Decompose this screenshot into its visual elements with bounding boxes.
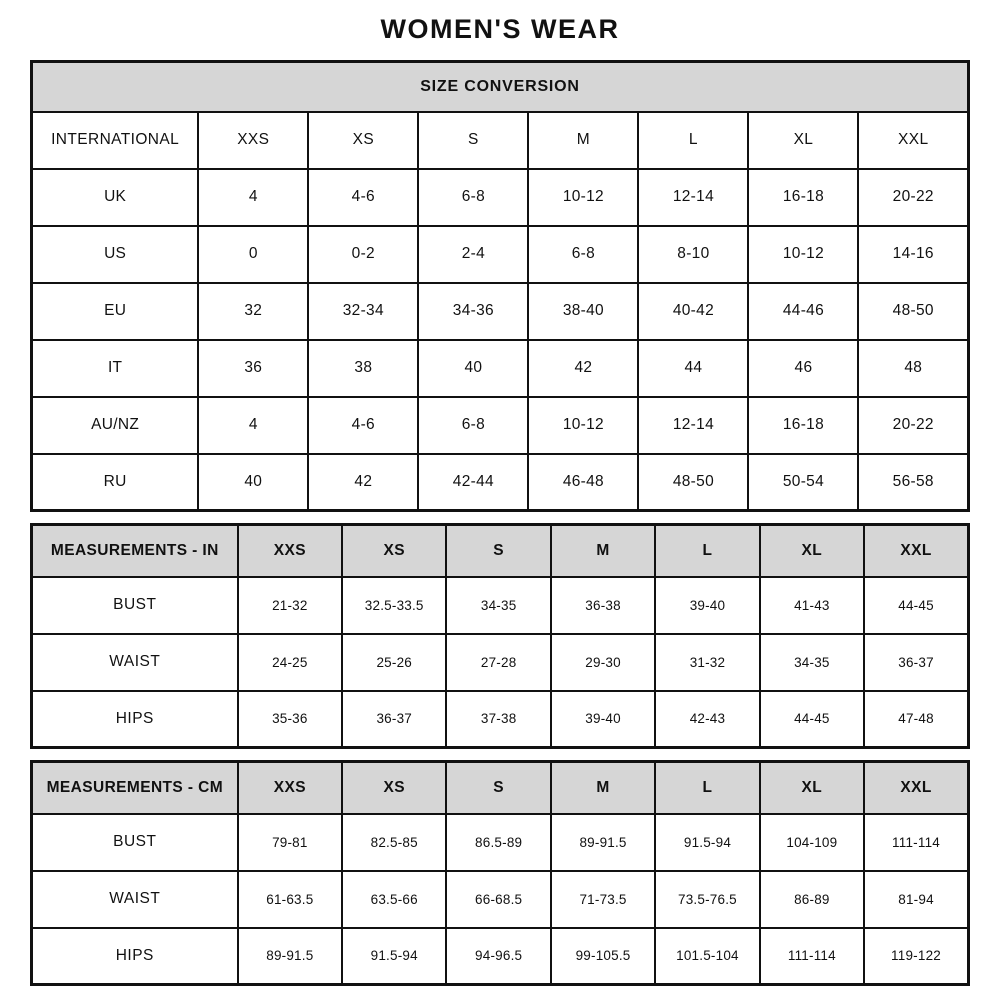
value-cell: 4-6 xyxy=(308,397,418,454)
size-header-row xyxy=(32,112,969,169)
value-cell: 91.5-94 xyxy=(342,928,446,985)
value-cell: 44-46 xyxy=(748,283,858,340)
value-cell: 16-18 xyxy=(748,169,858,226)
value-cell: 21-32 xyxy=(238,577,342,634)
table-row xyxy=(32,871,969,928)
value-cell: 48 xyxy=(858,340,968,397)
value-cell: 16-18 xyxy=(748,397,858,454)
value-cell: 6-8 xyxy=(418,397,528,454)
value-cell: 111-114 xyxy=(760,928,864,985)
table-row xyxy=(32,226,969,283)
table-row xyxy=(32,691,969,748)
value-cell: 34-36 xyxy=(418,283,528,340)
value-cell: 40 xyxy=(198,454,308,511)
value-cell: 61-63.5 xyxy=(238,871,342,928)
row-label: EU xyxy=(32,283,199,340)
value-cell: 0 xyxy=(198,226,308,283)
value-cell: 20-22 xyxy=(858,397,968,454)
value-cell: 86.5-89 xyxy=(446,814,550,871)
value-cell: 4-6 xyxy=(308,169,418,226)
value-cell: 36 xyxy=(198,340,308,397)
size-column-header: XL xyxy=(760,525,864,577)
table-header-label: MEASUREMENTS - CM xyxy=(32,762,238,814)
value-cell: 10-12 xyxy=(528,397,638,454)
size-column-header: XXL xyxy=(858,112,968,169)
table-row xyxy=(32,283,969,340)
table-row xyxy=(32,634,969,691)
row-label: AU/NZ xyxy=(32,397,199,454)
value-cell: 31-32 xyxy=(655,634,759,691)
size-column-header: XXS xyxy=(238,525,342,577)
value-cell: 36-37 xyxy=(342,691,446,748)
size-column-header: M xyxy=(551,525,655,577)
measurements-in-body xyxy=(32,525,969,748)
row-label: RU xyxy=(32,454,199,511)
value-cell: 50-54 xyxy=(748,454,858,511)
value-cell: 47-48 xyxy=(864,691,968,748)
value-cell: 40-42 xyxy=(638,283,748,340)
row-label: BUST xyxy=(32,577,238,634)
size-column-header: L xyxy=(638,112,748,169)
row-label: US xyxy=(32,226,199,283)
value-cell: 42-44 xyxy=(418,454,528,511)
value-cell: 44 xyxy=(638,340,748,397)
table-row xyxy=(32,454,969,511)
value-cell: 37-38 xyxy=(446,691,550,748)
value-cell: 39-40 xyxy=(655,577,759,634)
value-cell: 32-34 xyxy=(308,283,418,340)
value-cell: 48-50 xyxy=(638,454,748,511)
value-cell: 82.5-85 xyxy=(342,814,446,871)
value-cell: 34-35 xyxy=(760,634,864,691)
measurements-cm-body xyxy=(32,762,969,985)
page-title: WOMEN'S WEAR xyxy=(380,14,620,44)
value-cell: 6-8 xyxy=(418,169,528,226)
value-cell: 25-26 xyxy=(342,634,446,691)
size-column-header: XL xyxy=(748,112,858,169)
measurements-cm-table xyxy=(30,760,970,986)
size-column-header: XXS xyxy=(238,762,342,814)
value-cell: 48-50 xyxy=(858,283,968,340)
value-cell: 41-43 xyxy=(760,577,864,634)
size-column-header: S xyxy=(418,112,528,169)
measurements-in-table xyxy=(30,523,970,749)
value-cell: 24-25 xyxy=(238,634,342,691)
row-label: IT xyxy=(32,340,199,397)
size-header-row xyxy=(32,525,969,577)
value-cell: 119-122 xyxy=(864,928,968,985)
size-conversion-title: SIZE CONVERSION xyxy=(32,62,969,112)
value-cell: 8-10 xyxy=(638,226,748,283)
value-cell: 36-37 xyxy=(864,634,968,691)
row-label: HIPS xyxy=(32,928,238,985)
value-cell: 2-4 xyxy=(418,226,528,283)
value-cell: 38-40 xyxy=(528,283,638,340)
size-column-header: M xyxy=(528,112,638,169)
value-cell: 36-38 xyxy=(551,577,655,634)
table-row xyxy=(32,577,969,634)
row-label: UK xyxy=(32,169,199,226)
value-cell: 10-12 xyxy=(748,226,858,283)
row-label: WAIST xyxy=(32,871,238,928)
size-column-header: XS xyxy=(342,762,446,814)
value-cell: 44-45 xyxy=(760,691,864,748)
size-column-header: S xyxy=(446,762,550,814)
size-column-header: M xyxy=(551,762,655,814)
value-cell: 12-14 xyxy=(638,169,748,226)
value-cell: 38 xyxy=(308,340,418,397)
value-cell: 0-2 xyxy=(308,226,418,283)
value-cell: 4 xyxy=(198,169,308,226)
size-column-header: S xyxy=(446,525,550,577)
value-cell: 56-58 xyxy=(858,454,968,511)
row-label: BUST xyxy=(32,814,238,871)
size-conversion-table xyxy=(30,60,970,512)
value-cell: 44-45 xyxy=(864,577,968,634)
value-cell: 14-16 xyxy=(858,226,968,283)
value-cell: 111-114 xyxy=(864,814,968,871)
value-cell: 81-94 xyxy=(864,871,968,928)
size-column-header: XS xyxy=(342,525,446,577)
size-conversion-body xyxy=(32,62,969,511)
value-cell: 4 xyxy=(198,397,308,454)
value-cell: 46-48 xyxy=(528,454,638,511)
value-cell: 104-109 xyxy=(760,814,864,871)
value-cell: 89-91.5 xyxy=(238,928,342,985)
value-cell: 12-14 xyxy=(638,397,748,454)
size-column-header: XXL xyxy=(864,762,968,814)
value-cell: 86-89 xyxy=(760,871,864,928)
size-conversion-banner-row xyxy=(32,62,969,112)
value-cell: 27-28 xyxy=(446,634,550,691)
value-cell: 89-91.5 xyxy=(551,814,655,871)
value-cell: 42 xyxy=(308,454,418,511)
table-header-label: INTERNATIONAL xyxy=(32,112,199,169)
size-column-header: XXL xyxy=(864,525,968,577)
value-cell: 35-36 xyxy=(238,691,342,748)
table-row xyxy=(32,397,969,454)
value-cell: 71-73.5 xyxy=(551,871,655,928)
value-cell: 91.5-94 xyxy=(655,814,759,871)
table-header-label: MEASUREMENTS - IN xyxy=(32,525,238,577)
value-cell: 34-35 xyxy=(446,577,550,634)
table-row xyxy=(32,340,969,397)
value-cell: 42-43 xyxy=(655,691,759,748)
value-cell: 10-12 xyxy=(528,169,638,226)
size-column-header: XXS xyxy=(198,112,308,169)
value-cell: 63.5-66 xyxy=(342,871,446,928)
table-row xyxy=(32,814,969,871)
size-column-header: XS xyxy=(308,112,418,169)
value-cell: 79-81 xyxy=(238,814,342,871)
value-cell: 6-8 xyxy=(528,226,638,283)
value-cell: 101.5-104 xyxy=(655,928,759,985)
size-column-header: XL xyxy=(760,762,864,814)
value-cell: 46 xyxy=(748,340,858,397)
value-cell: 42 xyxy=(528,340,638,397)
value-cell: 40 xyxy=(418,340,528,397)
size-column-header: L xyxy=(655,762,759,814)
value-cell: 99-105.5 xyxy=(551,928,655,985)
value-cell: 94-96.5 xyxy=(446,928,550,985)
table-row xyxy=(32,928,969,985)
value-cell: 29-30 xyxy=(551,634,655,691)
value-cell: 20-22 xyxy=(858,169,968,226)
value-cell: 32 xyxy=(198,283,308,340)
value-cell: 66-68.5 xyxy=(446,871,550,928)
row-label: HIPS xyxy=(32,691,238,748)
value-cell: 32.5-33.5 xyxy=(342,577,446,634)
table-row xyxy=(32,169,969,226)
value-cell: 73.5-76.5 xyxy=(655,871,759,928)
row-label: WAIST xyxy=(32,634,238,691)
value-cell: 39-40 xyxy=(551,691,655,748)
size-header-row xyxy=(32,762,969,814)
size-column-header: L xyxy=(655,525,759,577)
